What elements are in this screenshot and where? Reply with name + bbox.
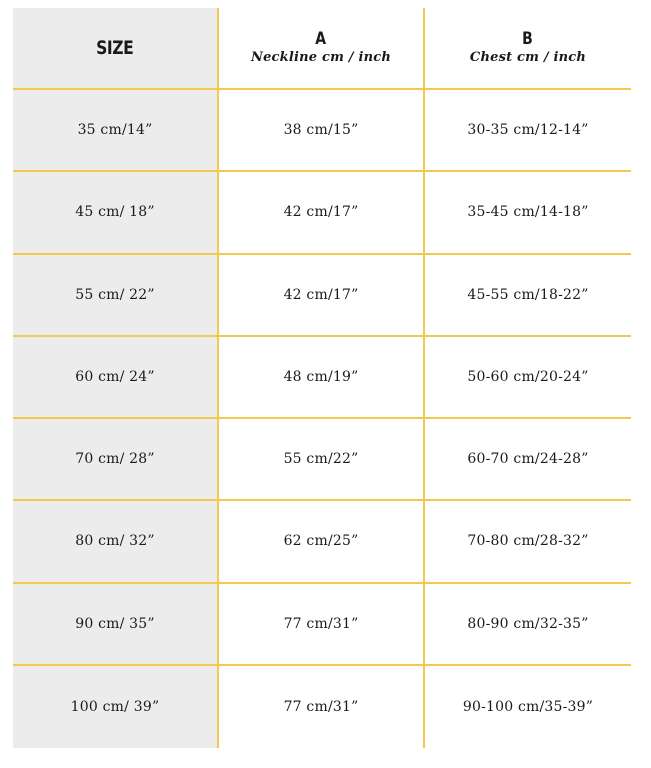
size-cell <box>13 501 219 583</box>
chest-cell <box>425 172 631 254</box>
header-neckline-label: Neckline cm / inch <box>250 50 392 65</box>
neckline-value: 55 cm/22” <box>283 451 359 468</box>
neckline-cell <box>219 666 425 748</box>
size-cell <box>13 666 219 748</box>
header-neckline-letter: A <box>315 29 327 49</box>
size-value: 90 cm/ 35” <box>75 615 155 632</box>
size-cell <box>13 337 219 419</box>
chest-cell <box>425 337 631 419</box>
chest-cell <box>425 90 631 172</box>
size-cell <box>13 172 219 254</box>
chest-value: 50-60 cm/20-24” <box>467 368 589 385</box>
chest-cell <box>425 255 631 337</box>
chest-value: 30-35 cm/12-14” <box>467 122 589 139</box>
chest-cell <box>425 419 631 501</box>
neckline-value: 62 cm/25” <box>283 533 359 550</box>
chest-cell <box>425 501 631 583</box>
header-chest-letter: B <box>522 29 534 49</box>
neckline-cell <box>219 172 425 254</box>
chest-cell <box>425 584 631 666</box>
neckline-value: 77 cm/31” <box>283 698 359 715</box>
neckline-value: 42 cm/17” <box>283 286 359 303</box>
neckline-cell <box>219 90 425 172</box>
size-value: 45 cm/ 18” <box>75 204 155 221</box>
chest-value: 80-90 cm/32-35” <box>467 615 589 632</box>
neckline-cell <box>219 337 425 419</box>
chest-cell <box>425 666 631 748</box>
neckline-value: 42 cm/17” <box>283 204 359 221</box>
chest-value: 70-80 cm/28-32” <box>467 533 589 550</box>
size-cell <box>13 90 219 172</box>
neckline-value: 48 cm/19” <box>283 368 359 385</box>
neckline-cell <box>219 584 425 666</box>
chest-value: 45-55 cm/18-22” <box>467 286 589 303</box>
neckline-cell <box>219 255 425 337</box>
header-chest-cell <box>425 8 631 90</box>
chest-value: 90-100 cm/35-39” <box>462 698 594 715</box>
size-value: 60 cm/ 24” <box>75 368 155 385</box>
chest-value: 60-70 cm/24-28” <box>467 451 589 468</box>
header-size-label: SIZE <box>96 37 134 59</box>
header-neckline-cell <box>219 8 425 90</box>
size-value: 100 cm/ 39” <box>70 698 160 715</box>
size-cell <box>13 584 219 666</box>
size-value: 35 cm/14” <box>77 122 153 139</box>
header-size-cell <box>13 8 219 90</box>
neckline-cell <box>219 501 425 583</box>
size-chart-table <box>13 8 631 748</box>
size-cell <box>13 255 219 337</box>
size-value: 55 cm/ 22” <box>75 286 155 303</box>
neckline-value: 38 cm/15” <box>283 122 359 139</box>
neckline-value: 77 cm/31” <box>283 615 359 632</box>
header-chest-label: Chest cm / inch <box>469 50 587 65</box>
neckline-cell <box>219 419 425 501</box>
size-value: 70 cm/ 28” <box>75 451 155 468</box>
chest-value: 35-45 cm/14-18” <box>467 204 589 221</box>
size-value: 80 cm/ 32” <box>75 533 155 550</box>
size-cell <box>13 419 219 501</box>
